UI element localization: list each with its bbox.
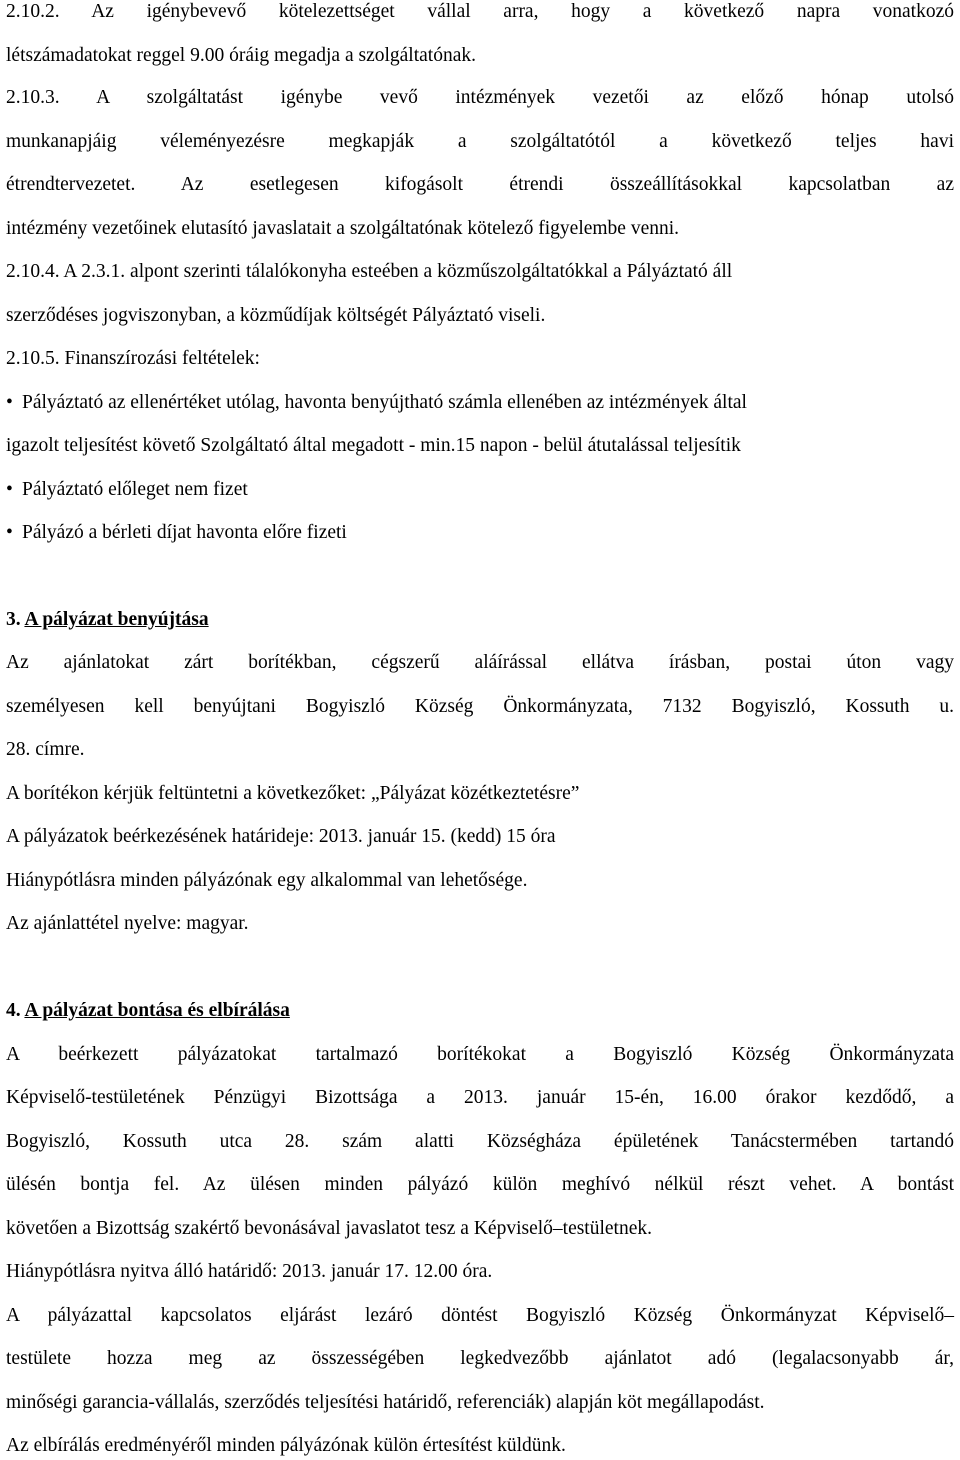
paragraph-2-10-3-line-4: intézmény vezetőinek elutasító javaslatait a szolgáltatónak kötelező figyelembe venni. bbox=[6, 218, 680, 239]
paragraph-2-10-3-line-2: munkanapjáig véleményezésre megkapják a szolgáltatótól a következő teljes havi bbox=[6, 131, 954, 152]
paragraph-2-10-3-line-1: 2.10.3. A szolgáltatást igénybe vevő intézmények vezetői az előző hónap utolsó bbox=[6, 87, 954, 108]
bullet-marker: • bbox=[6, 479, 13, 500]
section-4-p1-line-2: Képviselő-testületének Pénzügyi Bizottsága a 2013. január 15-én, 16.00 órakor kezdődő, a bbox=[6, 1087, 954, 1108]
result-notification: Az elbírálás eredményéről minden pályázónak külön értesítést küldünk. bbox=[6, 1435, 566, 1456]
supplement-note: Hiánypótlásra minden pályázónak egy alkalommal van lehetősége. bbox=[6, 870, 528, 891]
section-4-p2-line-3: minőségi garancia-vállalás, szerződés teljesítési határidő, referenciák) alapján köt megállapodást. bbox=[6, 1392, 765, 1413]
submission-language: Az ajánlattétel nyelve: magyar. bbox=[6, 913, 249, 934]
bullet-1-text-line-1: Pályáztató az ellenértéket utólag, havonta benyújtható számla ellenében az intézmények által bbox=[22, 392, 747, 413]
paragraph-2-10-4-line-2: szerződéses jogviszonyban, a közműdíjak költségét Pályáztató viseli. bbox=[6, 305, 546, 326]
section-4-p2-line-1: A pályázattal kapcsolatos eljárást lezáró döntést Bogyiszló Község Önkormányzat Képviselő– bbox=[6, 1305, 954, 1326]
section-4-p1-line-3: Bogyiszló, Kossuth utca 28. szám alatti Községháza épületének Tanácstermében tartandó bbox=[6, 1131, 954, 1152]
paragraph-2-10-4-line-1: 2.10.4. A 2.3.1. alpont szerinti tálalókonyha esteében a közműszolgáltatókkal a Pályáztató áll bbox=[6, 261, 733, 282]
section-3-p1-line-3: 28. címre. bbox=[6, 739, 85, 760]
bullet-item-3 bbox=[6, 519, 954, 547]
bullet-2-text: Pályáztató előleget nem fizet bbox=[22, 479, 248, 500]
bullet-marker: • bbox=[6, 392, 13, 413]
section-3-heading bbox=[6, 606, 954, 634]
bullet-1-text-line-2: igazolt teljesítést követő Szolgáltató által megadott - min.15 napon - belül átutalással teljesítik bbox=[6, 435, 741, 456]
bullet-item-2 bbox=[6, 476, 954, 504]
section-3-p1-line-1: Az ajánlatokat zárt borítékban, cégszerű aláírással ellátva írásban, postai úton vagy bbox=[6, 652, 954, 673]
section-4-title: A pályázat bontása és elbírálása bbox=[24, 1000, 290, 1021]
bullet-item-1 bbox=[6, 389, 954, 417]
paragraph-2-10-5-title: 2.10.5. Finanszírozási feltételek: bbox=[6, 348, 260, 369]
section-4-p1-line-4: ülésén bontja fel. Az ülésen minden pályázó külön meghívó nélkül részt vehet. A bontást bbox=[6, 1174, 954, 1195]
section-4-number: 4. bbox=[6, 1000, 21, 1021]
bullet-marker: • bbox=[6, 522, 13, 543]
section-3-number: 3. bbox=[6, 609, 21, 630]
section-3-title: A pályázat benyújtása bbox=[24, 609, 209, 630]
paragraph-2-10-2-line-2: létszámadatokat reggel 9.00 óráig megadja a szolgáltatónak. bbox=[6, 45, 476, 66]
envelope-instruction: A borítékon kérjük feltüntetni a következőket: „Pályázat közétkeztetésre” bbox=[6, 783, 580, 804]
paragraph-2-10-3-line-3: étrendtervezetet. Az esetlegesen kifogásolt étrendi összeállításokkal kapcsolatban az bbox=[6, 174, 954, 195]
section-4-p1-line-5: követően a Bizottság szakértő bevonásával javaslatot tesz a Képviselő–testületnek. bbox=[6, 1218, 652, 1239]
section-4-p2-line-2: testülete hozza meg az összességében legkedvezőbb ajánlatot adó (legalacsonyabb ár, bbox=[6, 1348, 954, 1369]
paragraph-2-10-2-line-1: 2.10.2. Az igénybevevő kötelezettséget vállal arra, hogy a következő napra vonatkozó bbox=[6, 1, 954, 22]
bullet-3-text: Pályázó a bérleti díjat havonta előre fizeti bbox=[22, 522, 347, 543]
section-4-p1-line-1: A beérkezett pályázatokat tartalmazó borítékokat a Bogyiszló Község Önkormányzata bbox=[6, 1044, 954, 1065]
section-3-p1-line-2: személyesen kell benyújtani Bogyiszló Község Önkormányzata, 7132 Bogyiszló, Kossuth u. bbox=[6, 696, 954, 717]
supplement-deadline: Hiánypótlásra nyitva álló határidő: 2013. január 17. 12.00 óra. bbox=[6, 1261, 493, 1282]
section-4-heading bbox=[6, 997, 954, 1025]
submission-deadline: A pályázatok beérkezésének határideje: 2013. január 15. (kedd) 15 óra bbox=[6, 826, 556, 847]
